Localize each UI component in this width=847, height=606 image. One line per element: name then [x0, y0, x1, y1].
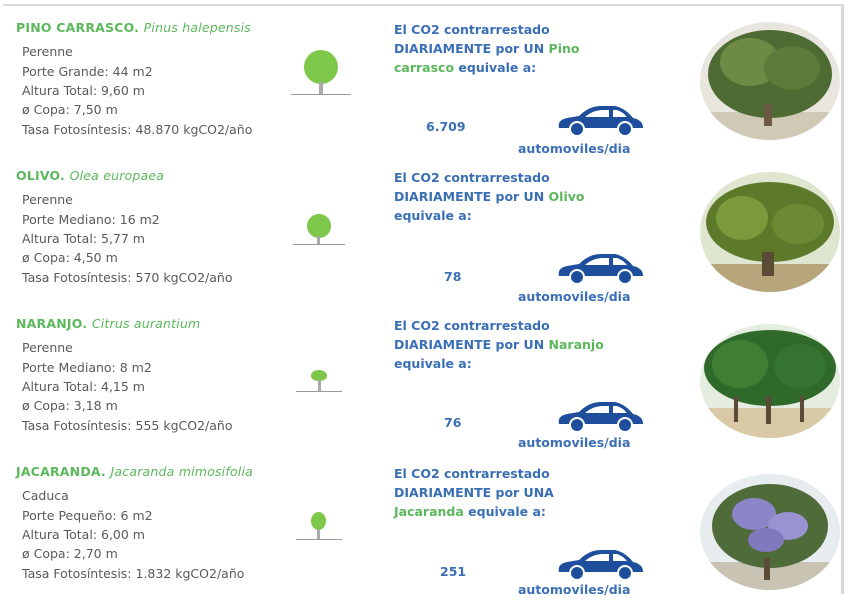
tree-photosynthesis-rate: Tasa Fotosíntesis: 1.832 kgCO2/año: [22, 566, 245, 581]
tree-photosynthesis-rate: Tasa Fotosíntesis: 570 kgCO2/año: [22, 270, 233, 285]
equivalence-line: El CO2 contrarrestado: [394, 466, 550, 481]
pine-tree-photo: [700, 22, 840, 140]
car-icon: [553, 544, 645, 584]
tree-leaf-type: Caduca: [22, 488, 69, 503]
tree-name: JACARANDA.: [16, 464, 106, 479]
equivalence-line: DIARIAMENTE por UN: [394, 189, 545, 204]
car-units-label: automoviles/dia: [518, 141, 631, 156]
equivalence-tree-name: carrasco: [394, 60, 455, 75]
tree-crown-diameter: ø Copa: 3,18 m: [22, 398, 118, 413]
tree-icon: [293, 212, 345, 246]
equivalence-line: El CO2 contrarrestado: [394, 22, 550, 37]
jacaranda-tree-photo: [700, 474, 840, 590]
tree-icon: [291, 48, 351, 98]
orange-tree-photo: [700, 324, 840, 438]
co2-equivalence-text: [394, 464, 554, 521]
car-count: 6.709: [426, 119, 466, 134]
car-units-label: automoviles/dia: [518, 582, 631, 597]
tree-title: [16, 168, 164, 183]
equivalence-line: El CO2 contrarrestado: [394, 318, 550, 333]
tree-crown-diameter: ø Copa: 7,50 m: [22, 102, 118, 117]
co2-equivalence-text: [394, 20, 579, 77]
tree-name: PINO CARRASCO.: [16, 20, 140, 35]
car-count: 76: [444, 415, 462, 430]
tree-scientific-name: Olea europaea: [69, 168, 165, 183]
tree-size: Porte Grande: 44 m2: [22, 64, 153, 79]
tree-height: Altura Total: 5,77 m: [22, 231, 145, 246]
equivalence-tree-name: Jacaranda: [394, 504, 464, 519]
tree-icon: [296, 510, 342, 542]
tree-section-olivo: [8, 164, 838, 310]
tree-scientific-name: Citrus aurantium: [91, 316, 201, 331]
tree-title: [16, 20, 251, 35]
car-units-label: automoviles/dia: [518, 435, 631, 450]
tree-photosynthesis-rate: Tasa Fotosíntesis: 48.870 kgCO2/año: [22, 122, 253, 137]
tree-scientific-name: Jacaranda mimosifolia: [110, 464, 254, 479]
tree-photosynthesis-rate: Tasa Fotosíntesis: 555 kgCO2/año: [22, 418, 233, 433]
car-count: 251: [440, 564, 467, 579]
car-icon: [553, 100, 645, 140]
equivalence-line: DIARIAMENTE por UNA: [394, 485, 554, 500]
tree-size: Porte Mediano: 16 m2: [22, 212, 160, 227]
car-icon: [553, 248, 645, 288]
car-units-label: automoviles/dia: [518, 289, 631, 304]
equivalence-line: equivale a:: [458, 60, 537, 75]
tree-leaf-type: Perenne: [22, 192, 73, 207]
tree-scientific-name: Pinus halepensis: [143, 20, 252, 35]
tree-leaf-type: Perenne: [22, 44, 73, 59]
olive-tree-photo: [700, 172, 840, 292]
tree-icon: [296, 368, 342, 394]
tree-section-pino: [8, 16, 838, 162]
tree-section-jacaranda: [8, 460, 838, 606]
car-icon: [553, 396, 645, 436]
tree-section-naranjo: [8, 312, 838, 458]
equivalence-line: equivale a:: [468, 504, 546, 519]
tree-height: Altura Total: 6,00 m: [22, 527, 145, 542]
equivalence-line: El CO2 contrarrestado: [394, 170, 550, 185]
tree-size: Porte Mediano: 8 m2: [22, 360, 152, 375]
equivalence-line: equivale a:: [394, 208, 472, 223]
tree-leaf-type: Perenne: [22, 340, 73, 355]
tree-height: Altura Total: 9,60 m: [22, 83, 145, 98]
co2-equivalence-text: [394, 168, 584, 225]
equivalence-tree-name: Olivo: [548, 189, 585, 204]
tree-crown-diameter: ø Copa: 2,70 m: [22, 546, 118, 561]
tree-height: Altura Total: 4,15 m: [22, 379, 145, 394]
tree-title: [16, 464, 253, 479]
tree-name: OLIVO.: [16, 168, 65, 183]
tree-title: [16, 316, 200, 331]
equivalence-line: equivale a:: [394, 356, 472, 371]
tree-size: Porte Pequeño: 6 m2: [22, 508, 153, 523]
tree-crown-diameter: ø Copa: 4,50 m: [22, 250, 118, 265]
car-count: 78: [444, 269, 462, 284]
equivalence-tree-name: Pino: [548, 41, 580, 56]
tree-name: NARANJO.: [16, 316, 88, 331]
equivalence-line: DIARIAMENTE por UN: [394, 337, 545, 352]
equivalence-tree-name: Naranjo: [548, 337, 604, 352]
equivalence-line: DIARIAMENTE por UN: [394, 41, 545, 56]
co2-equivalence-text: [394, 316, 604, 373]
